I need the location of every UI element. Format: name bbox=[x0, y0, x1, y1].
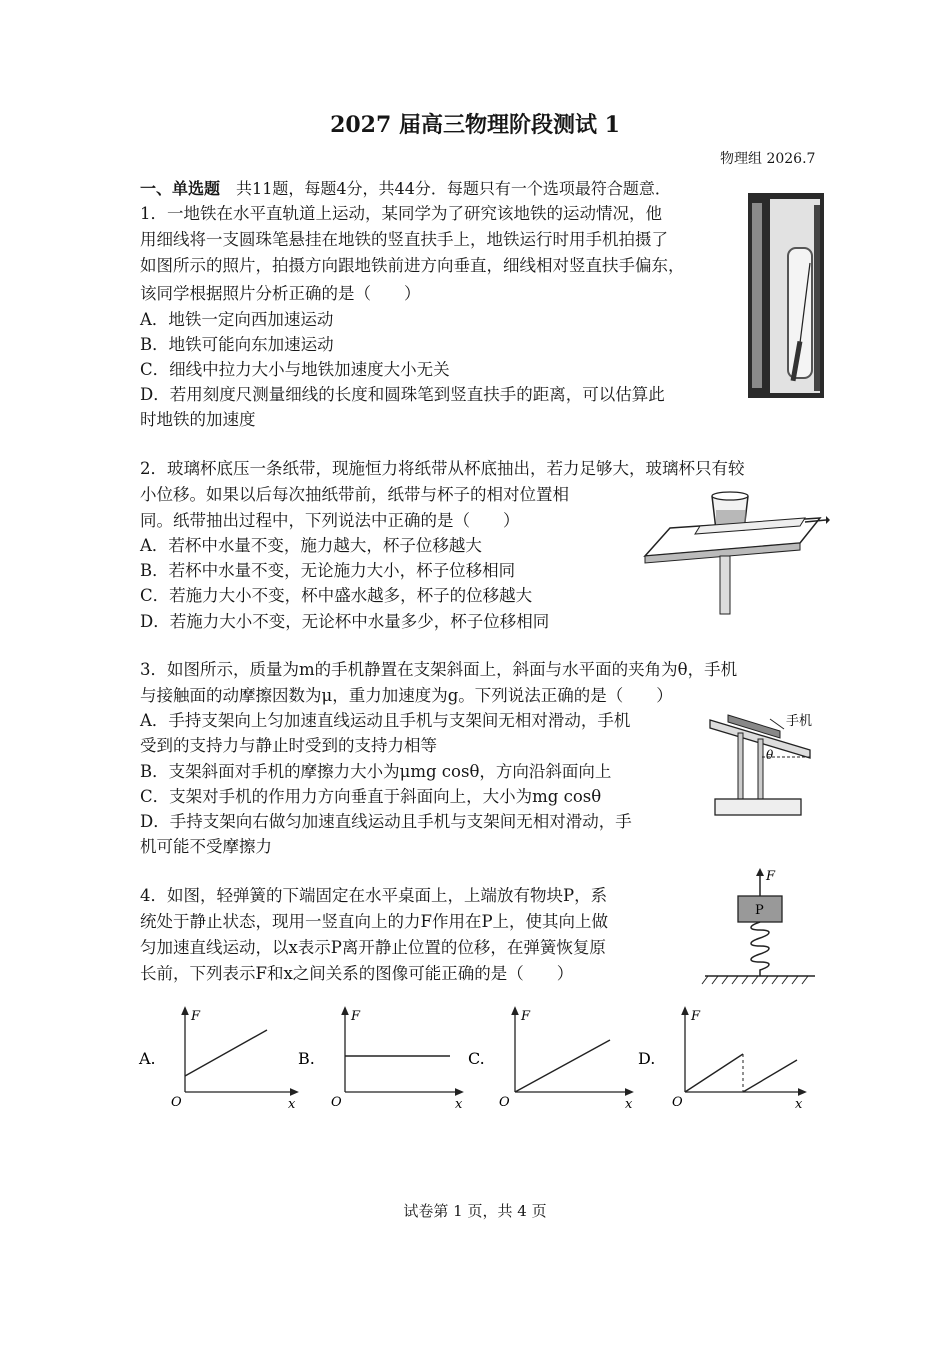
graph-b-xlabel: x bbox=[455, 1097, 463, 1112]
q3-option-a: A．手持支架向上匀加速直线运动且手机与支架间无相对滑动，手机 bbox=[140, 711, 631, 730]
q2-line-1: 2．玻璃杯底压一条纸带，现施恒力将纸带从杯底抽出，若力足够大，玻璃杯只有较 bbox=[140, 459, 745, 478]
phone-label: 手机 bbox=[786, 714, 813, 729]
block-label: P bbox=[755, 903, 764, 918]
graph-d-option-label: D. bbox=[638, 1049, 656, 1068]
q3-line-1: 3．如图所示，质量为m的手机静置在支架斜面上，斜面与水平面的夹角为θ，手机 bbox=[140, 660, 738, 679]
graph-b bbox=[298, 1009, 463, 1112]
q1-line-4: 该同学根据照片分析正确的是（ ） bbox=[140, 284, 421, 303]
graph-b-origin: O bbox=[331, 1095, 342, 1110]
graph-a-line bbox=[185, 1030, 267, 1076]
angle-label: θ bbox=[766, 748, 774, 762]
graph-a-option-label: A. bbox=[139, 1049, 156, 1068]
glass-on-table-figure bbox=[640, 488, 830, 618]
subway-photo-figure bbox=[748, 193, 824, 398]
graph-d-origin: O bbox=[672, 1095, 683, 1110]
q4-line-1: 4．如图，轻弹簧的下端固定在水平桌面上，上端放有物块P，系 bbox=[140, 886, 608, 905]
graph-c bbox=[468, 1009, 633, 1112]
q2-option-d: D．若施力大小不变，无论杯中水量多少，杯子位移相同 bbox=[140, 612, 550, 631]
graph-c-origin: O bbox=[499, 1095, 510, 1110]
page-title: 2027 届高三物理阶段测试 1 bbox=[330, 112, 620, 138]
force-label: F bbox=[766, 869, 776, 884]
q3-option-d-cont: 机可能不受摩擦力 bbox=[140, 837, 272, 856]
graph-a bbox=[138, 1009, 296, 1112]
phone-stand-figure bbox=[700, 705, 830, 820]
graph-c-xlabel: x bbox=[625, 1097, 633, 1112]
author-date: 物理组 2026.7 bbox=[720, 151, 816, 167]
q2-line-2: 小位移。如果以后每次抽纸带前，纸带与杯子的相对位置相 bbox=[140, 485, 569, 504]
q2-option-b: B．若杯中水量不变，无论施力大小，杯子位移相同 bbox=[140, 561, 516, 580]
q1-option-d-cont: 时地铁的加速度 bbox=[140, 410, 256, 429]
q2-option-a: A．若杯中水量不变，施力越大，杯子位移越大 bbox=[140, 536, 482, 555]
graph-d-ylabel: F bbox=[691, 1009, 701, 1024]
q3-option-c: C．支架对手机的作用力方向垂直于斜面向上，大小为mg cosθ bbox=[140, 787, 602, 806]
graph-a-origin: O bbox=[171, 1095, 182, 1110]
section-header bbox=[140, 176, 671, 199]
graph-c-ylabel: F bbox=[521, 1009, 531, 1024]
q1-line-3: 如图所示的照片，拍摄方向跟地铁前进方向垂直，细线相对竖直扶手偏东， bbox=[140, 256, 685, 275]
q3-line-2: 与接触面的动摩擦因数为μ，重力加速度为g。下列说法正确的是（ ） bbox=[140, 686, 673, 705]
graph-a-xlabel: x bbox=[288, 1097, 296, 1112]
q1-line-2: 用细线将一支圆珠笔悬挂在地铁的竖直扶手上，地铁运行时用手机拍摄了 bbox=[140, 230, 668, 249]
graph-b-option-label: B. bbox=[298, 1049, 315, 1068]
q1-option-c: C．细线中拉力大小与地铁加速度大小无关 bbox=[140, 360, 450, 379]
graph-a-ylabel: F bbox=[191, 1009, 201, 1024]
q4-line-2: 统处于静止状态，现用一竖直向上的力F作用在P上，使其向上做 bbox=[140, 912, 609, 931]
q1-option-a: A．地铁一定向西加速运动 bbox=[140, 310, 334, 329]
graph-d-line-2 bbox=[743, 1060, 797, 1092]
q4-line-3: 匀加速直线运动，以x表示P离开静止位置的位移，在弹簧恢复原 bbox=[140, 938, 606, 957]
graph-b-ylabel: F bbox=[351, 1009, 361, 1024]
section-label: 一、单选题 bbox=[140, 179, 221, 198]
graph-d-xlabel: x bbox=[795, 1097, 803, 1112]
spring-block-figure bbox=[700, 868, 820, 990]
q2-line-3: 同。纸带抽出过程中，下列说法中正确的是（ ） bbox=[140, 511, 520, 530]
q3-option-b: B．支架斜面对手机的摩擦力大小为μmg cosθ，方向沿斜面向上 bbox=[140, 762, 612, 781]
q1-option-d: D．若用刻度尺测量细线的长度和圆珠笔到竖直扶手的距离，可以估算此 bbox=[140, 385, 665, 404]
q1-line-1: 1．一地铁在水平直轨道上运动，某同学为了研究该地铁的运动情况，他 bbox=[140, 204, 662, 223]
graph-c-line bbox=[515, 1040, 610, 1092]
graph-d bbox=[638, 1009, 803, 1112]
graph-d-line-1 bbox=[685, 1054, 743, 1092]
section-description: 共11题，每题4分，共44分．每题只有一个选项最符合题意． bbox=[236, 179, 671, 198]
q3-option-d: D．手持支架向右做匀加速直线运动且手机与支架间无相对滑动，手 bbox=[140, 812, 632, 831]
q4-line-4: 长前，下列表示F和x之间关系的图像可能正确的是（ ） bbox=[140, 964, 574, 983]
graph-c-option-label: C. bbox=[468, 1049, 485, 1068]
page-footer: 试卷第 1 页，共 4 页 bbox=[403, 1202, 547, 1220]
answer-graphs bbox=[135, 1002, 815, 1117]
q2-option-c: C．若施力大小不变，杯中盛水越多，杯子的位移越大 bbox=[140, 586, 533, 605]
q3-option-a-cont: 受到的支持力与静止时受到的支持力相等 bbox=[140, 736, 437, 755]
q1-option-b: B．地铁可能向东加速运动 bbox=[140, 335, 334, 354]
